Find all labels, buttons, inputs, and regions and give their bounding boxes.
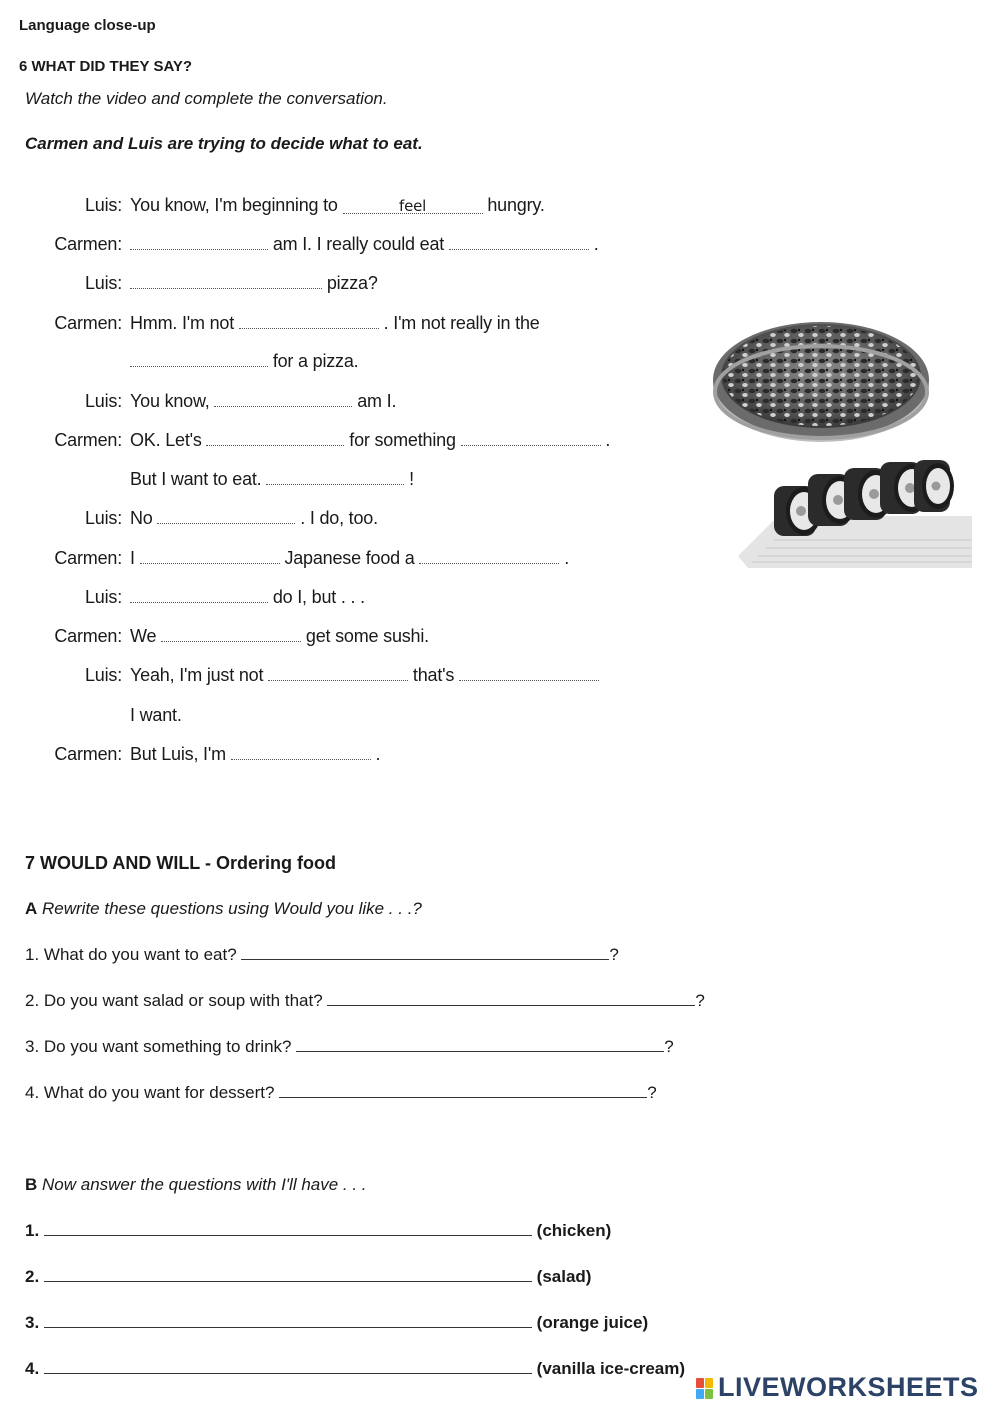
dialog-line: am I. I really could eat . — [130, 234, 599, 255]
dialog-line: But I want to eat. ! — [130, 469, 414, 489]
speaker-label: Luis: — [84, 508, 122, 528]
partA-instruction: Rewrite these questions using Would you like . . .? — [42, 899, 422, 918]
answer-row: 2. (salad) — [25, 1267, 592, 1286]
answer-blank[interactable] — [239, 314, 379, 329]
speaker-label: Luis: — [84, 665, 122, 685]
answer-row: 3. (orange juice) — [25, 1313, 649, 1332]
partA-label: A — [25, 899, 38, 918]
answer-blank[interactable] — [419, 549, 559, 564]
answer-line[interactable] — [296, 1037, 664, 1052]
dialog-line: pizza? — [130, 273, 378, 294]
answer-line[interactable] — [327, 991, 695, 1006]
speaker-label: Carmen: — [54, 744, 122, 764]
sushi-image — [738, 456, 972, 574]
answer-blank[interactable] — [140, 549, 280, 564]
question-row: 1. What do you want to eat? ? — [25, 945, 619, 964]
answer-row: 4. (vanilla ice-cream) — [25, 1359, 686, 1378]
answer-blank[interactable] — [461, 431, 601, 446]
answer-blank[interactable] — [268, 666, 408, 681]
partB-instruction-row — [25, 1175, 367, 1195]
section7-title: 7 WOULD AND WILL - Ordering food — [25, 853, 336, 873]
question-row: 4. What do you want for dessert? ? — [25, 1083, 657, 1102]
dialog-line: for a pizza. — [130, 351, 358, 372]
partB-label: B — [25, 1175, 38, 1194]
answer-row: 1. (chicken) — [25, 1221, 612, 1240]
dialog-line: I want. — [130, 705, 182, 725]
dialog-line: You know, I'm beginning to feel hungry. — [130, 195, 545, 215]
section-label: Language close-up — [19, 17, 156, 34]
pizza-image — [706, 308, 936, 446]
answer-line[interactable] — [44, 1221, 532, 1236]
section6-instruction: Watch the video and complete the conversation. — [25, 89, 388, 108]
speaker-label: Luis: — [84, 391, 122, 411]
answer-line[interactable] — [241, 945, 609, 960]
answer-blank[interactable] — [130, 274, 322, 289]
question-row: 3. Do you want something to drink? ? — [25, 1037, 674, 1056]
answer-line[interactable] — [44, 1267, 532, 1282]
answer-blank[interactable]: feel — [343, 199, 483, 214]
answer-line[interactable] — [44, 1313, 532, 1328]
speaker-label: Carmen: — [54, 548, 122, 568]
answer-blank[interactable] — [214, 392, 352, 407]
answer-blank[interactable] — [130, 588, 268, 603]
question-row: 2. Do you want salad or soup with that? ? — [25, 991, 705, 1010]
speaker-label: Carmen: — [54, 430, 122, 450]
speaker-label: Luis: — [84, 273, 122, 293]
dialog-line: OK. Let's for something . — [130, 430, 611, 450]
brand-text: LIVEWORKSHEETS — [718, 1372, 979, 1402]
answer-blank[interactable] — [157, 509, 295, 524]
liveworksheets-logo — [696, 1372, 996, 1406]
answer-blank[interactable] — [130, 235, 268, 250]
answer-line[interactable] — [279, 1083, 647, 1098]
dialog-line: Hmm. I'm not . I'm not really in the — [130, 313, 540, 333]
dialog-line: But Luis, I'm . — [130, 744, 381, 764]
speaker-label: Carmen: — [54, 313, 122, 333]
dialog-line: do I, but . . . — [130, 587, 365, 608]
answer-blank[interactable] — [459, 666, 599, 681]
speaker-label: Carmen: — [54, 234, 122, 254]
answer-blank[interactable] — [231, 745, 371, 760]
speaker-label: Carmen: — [54, 626, 122, 646]
answer-blank[interactable] — [266, 470, 404, 485]
speaker-label: Luis: — [84, 587, 122, 607]
logo-grid-icon — [696, 1378, 714, 1400]
partA-instruction-row — [25, 899, 422, 919]
dialog-line: No . I do, too. — [130, 508, 378, 528]
answer-line[interactable] — [44, 1359, 532, 1374]
dialog-line: Yeah, I'm just not that's — [130, 665, 599, 686]
section6-context: Carmen and Luis are trying to decide what to eat. — [25, 134, 423, 153]
dialog-line: You know, am I. — [130, 391, 397, 411]
section6-title: 6 WHAT DID THEY SAY? — [19, 58, 193, 75]
answer-blank[interactable] — [449, 235, 589, 250]
speaker-label: Luis: — [84, 195, 122, 215]
dialog-line: We get some sushi. — [130, 626, 429, 646]
dialog-line: I Japanese food a . — [130, 548, 569, 568]
answer-blank[interactable] — [161, 627, 301, 642]
partB-instruction: Now answer the questions with I'll have . . . — [42, 1175, 367, 1194]
answer-blank[interactable] — [130, 352, 268, 367]
answer-blank[interactable] — [206, 431, 344, 446]
